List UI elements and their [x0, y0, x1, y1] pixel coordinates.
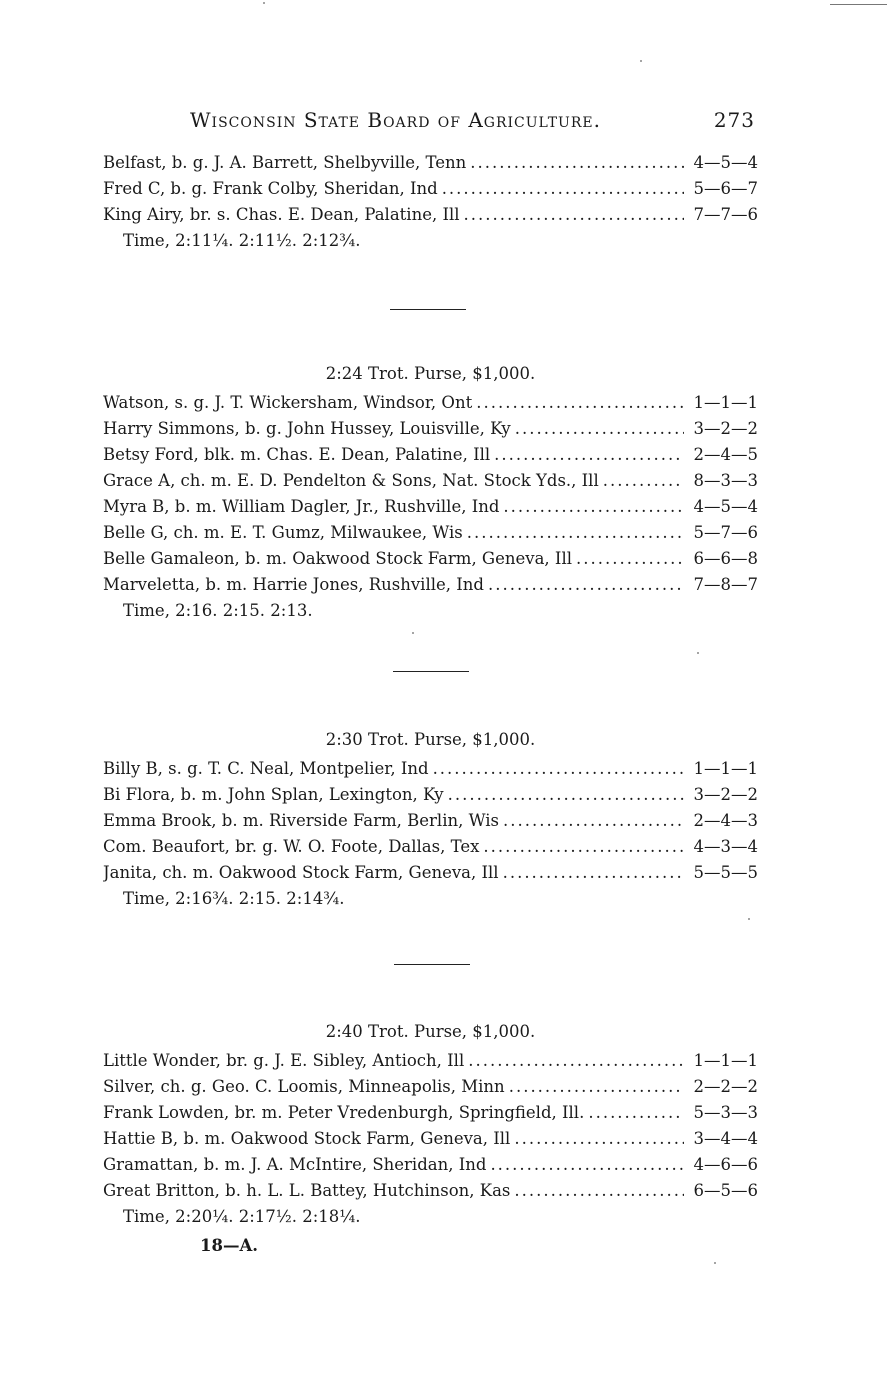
race-2-30-trot	[103, 728, 758, 912]
result-row: Great Britton, b. h. L. L. Battey, Hutchinson, Kas ..... 6—5—6	[103, 1178, 758, 1204]
result-row: Janita, ch. m. Oakwood Stock Farm, Geneva, Ill ..... 5—5—5	[103, 860, 758, 886]
result-row: Hattie B, b. m. Oakwood Stock Farm, Geneva, Ill ..... 3—4—4	[103, 1126, 758, 1152]
section-divider	[393, 671, 469, 672]
scan-speck	[748, 918, 750, 920]
result-row: Little Wonder, br. g. J. E. Sibley, Antioch, Ill ..... 1—1—1	[103, 1048, 758, 1074]
result-row: Betsy Ford, blk. m. Chas. E. Dean, Palatine, Ill ..... 2—4—5	[103, 442, 758, 468]
race-heading: 2:40 Trot. Purse, $1,000.	[325, 1022, 536, 1041]
result-row: Com. Beaufort, br. g. W. O. Foote, Dallas, Tex ..... 4—3—4	[103, 834, 758, 860]
scan-speck	[697, 652, 699, 654]
result-row: Silver, ch. g. Geo. C. Loomis, Minneapolis, Minn ..... 2—2—2	[103, 1074, 758, 1100]
race-2-24-trot	[103, 362, 758, 624]
result-row: Belfast, b. g. J. A. Barrett, Shelbyville, Tenn ..... 4—5—4	[103, 150, 758, 176]
result-row: Watson, s. g. J. T. Wickersham, Windsor, Ont ..... 1—1—1	[103, 390, 758, 416]
race-times: Time, 2:16¾. 2:15. 2:14¾.	[123, 889, 345, 908]
result-row: Fred C, b. g. Frank Colby, Sheridan, Ind ..... 5—6—7	[103, 176, 758, 202]
result-row: King Airy, br. s. Chas. E. Dean, Palatine, Ill ..... 7—7—6	[103, 202, 758, 228]
page-header	[190, 108, 755, 132]
result-row: Myra B, b. m. William Dagler, Jr., Rushville, Ind ..... 4—5—4	[103, 494, 758, 520]
result-row: Belle Gamaleon, b. m. Oakwood Stock Farm, Geneva, Ill ..... 6—6—8	[103, 546, 758, 572]
running-title: Wisconsin State Board of Agriculture.	[190, 108, 601, 132]
race-2-40-trot	[103, 1020, 758, 1230]
result-row: Belle G, ch. m. E. T. Gumz, Milwaukee, Wis ..... 5—7—6	[103, 520, 758, 546]
result-row: Frank Lowden, br. m. Peter Vredenburgh, Springfield, Ill. ..... 5—3—3	[103, 1100, 758, 1126]
result-row: Emma Brook, b. m. Riverside Farm, Berlin, Wis ..... 2—4—3	[103, 808, 758, 834]
signature-mark: 18—A.	[200, 1236, 259, 1255]
race-times: Time, 2:16. 2:15. 2:13.	[123, 601, 313, 620]
result-row: Billy B, s. g. T. C. Neal, Montpelier, Ind ..... 1—1—1	[103, 756, 758, 782]
race-heading: 2:24 Trot. Purse, $1,000.	[325, 364, 536, 383]
section-divider	[394, 964, 470, 965]
page-number: 273	[713, 108, 755, 132]
scan-speck	[640, 60, 642, 62]
race-times: Time, 2:11¼. 2:11½. 2:12¾.	[123, 231, 361, 250]
result-row: Bi Flora, b. m. John Splan, Lexington, Ky ..... 3—2—2	[103, 782, 758, 808]
race-times: Time, 2:20¼. 2:17½. 2:18¼.	[123, 1207, 361, 1226]
scan-speck	[714, 1262, 716, 1264]
result-row: Gramattan, b. m. J. A. McIntire, Sheridan, Ind ..... 4—6—6	[103, 1152, 758, 1178]
result-row: Grace A, ch. m. E. D. Pendelton & Sons, Nat. Stock Yds., Ill ..... 8—3—3	[103, 468, 758, 494]
scan-speck	[412, 632, 414, 634]
section-divider	[390, 309, 466, 310]
race-heading: 2:30 Trot. Purse, $1,000.	[325, 730, 536, 749]
result-row: Harry Simmons, b. g. John Hussey, Louisville, Ky ..... 3—2—2	[103, 416, 758, 442]
scan-edge-line	[830, 4, 887, 5]
scan-speck	[263, 2, 265, 4]
result-row: Marveletta, b. m. Harrie Jones, Rushville, Ind ..... 7—8—7	[103, 572, 758, 598]
race-results-continued	[103, 150, 758, 254]
